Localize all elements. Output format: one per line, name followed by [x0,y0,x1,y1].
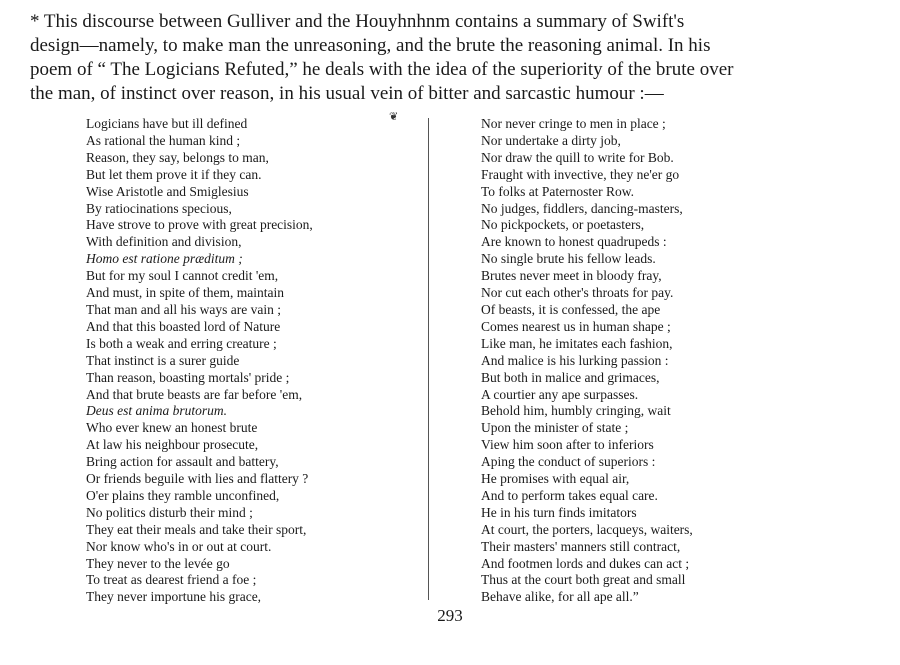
poem-line: Aping the conduct of superiors : [481,454,656,470]
poem-line: But for my soul I cannot credit 'em, [86,268,279,284]
poem-line: Logicians have but ill defined [86,116,248,131]
footnote-line: the man, of instinct over reason, in his usual vein of bitter and sarcastic humour :— [30,83,664,104]
footnote-line: design—namely, to make man the unreasoning, and the brute the reasoning animal. In his [30,35,711,56]
poem-line: But let them prove it if they can. [86,166,262,182]
poem-line: He in his turn finds imitators [481,504,637,520]
poem-line: Have strove to prove with great precision, [86,217,313,233]
poem-line: Nor draw the quill to write for Bob. [481,149,674,165]
poem-line: No single brute his fellow leads. [481,251,656,267]
poem-line: By ratiocinations specious, [86,200,232,216]
poem-line: They never importune his grace, [86,589,262,605]
poem-line: Nor know who's in or out at court. [86,538,272,554]
poem-line: At law his neighbour prosecute, [86,437,259,453]
poem-line: Comes nearest us in human shape ; [481,318,671,334]
poem-line: No judges, fiddlers, dancing-masters, [481,200,683,216]
poem-line: Nor cut each other's throats for pay. [481,285,674,301]
poem-line: Brutes never meet in bloody fray, [481,268,662,284]
poem-line: Who ever knew an honest brute [86,420,258,436]
poem-line: That man and all his ways are vain ; [86,301,281,317]
footnote-line: * This discourse between Gulliver and the Houyhnhnm contains a summary of Swift's [30,11,685,32]
poem-line: Wise Aristotle and Smiglesius [86,183,249,199]
poem-right-column [481,116,693,606]
poem-line: A courtier any ape surpasses. [481,386,639,402]
poem-line: And must, in spite of them, maintain [86,285,284,301]
poem-left-column [86,116,313,606]
poem-line: Upon the minister of state ; [481,420,629,436]
poem-line: Behave alike, for all ape all.” [481,589,639,605]
column-divider [428,118,429,600]
poem-line: Behold him, humbly cringing, wait [481,403,671,419]
poem-line: That instinct is a surer guide [86,352,240,368]
ornament-icon: ❦ [389,111,399,123]
poem-line: Than reason, boasting mortals' pride ; [86,369,290,385]
poem-line: Their masters' manners still contract, [481,538,681,554]
poem-line: And footmen lords and dukes can act ; [481,555,690,571]
poem-line: And that this boasted lord of Nature [86,318,281,334]
poem-line: No politics disturb their mind ; [86,504,253,520]
poem-line: Nor never cringe to men in place ; [481,116,666,131]
poem-line: And to perform takes equal care. [481,487,658,503]
poem-line: With definition and division, [86,234,242,250]
poem-line: And that brute beasts are far before 'em, [86,386,303,402]
poem-line: Reason, they say, belongs to man, [86,149,269,165]
poem-line: They never to the levée go [86,555,230,571]
poem-line: Or friends beguile with lies and flattery ? [86,471,309,487]
poem-line: No pickpockets, or poetasters, [481,217,645,233]
poem-line: O'er plains they ramble unconfined, [86,487,280,503]
poem-line: They eat their meals and take their sport, [86,521,307,537]
poem-line: Bring action for assault and battery, [86,454,279,470]
page-number: 293 [437,606,463,625]
poem-line: At court, the porters, lacqueys, waiters, [481,521,693,537]
poem-line: Is both a weak and erring creature ; [86,335,277,351]
poem-line: And malice is his lurking passion : [481,352,669,368]
poem-line: But both in malice and grimaces, [481,369,660,385]
poem-line-latin: Deus est anima brutorum. [86,403,227,419]
poem-line: As rational the human kind ; [86,132,241,148]
poem-line: View him soon after to inferiors [481,437,654,453]
poem-line: Nor undertake a dirty job, [481,132,621,148]
poem-line: Of beasts, it is confessed, the ape [481,301,661,317]
poem-line-latin: Homo est ratione præditum ; [86,251,243,267]
poem-line: To treat as dearest friend a foe ; [86,572,257,588]
footnote-line: poem of “ The Logicians Refuted,” he deals with the idea of the superiority of the brute over [30,59,734,80]
poem-line: Fraught with invective, they ne'er go [481,166,680,182]
poem-line: Like man, he imitates each fashion, [481,335,673,351]
poem-line: Thus at the court both great and small [481,572,686,588]
footnote [30,10,870,106]
poem-line: Are known to honest quadrupeds : [481,234,667,250]
poem-line: He promises with equal air, [481,471,630,487]
poem-line: To folks at Paternoster Row. [481,183,635,199]
